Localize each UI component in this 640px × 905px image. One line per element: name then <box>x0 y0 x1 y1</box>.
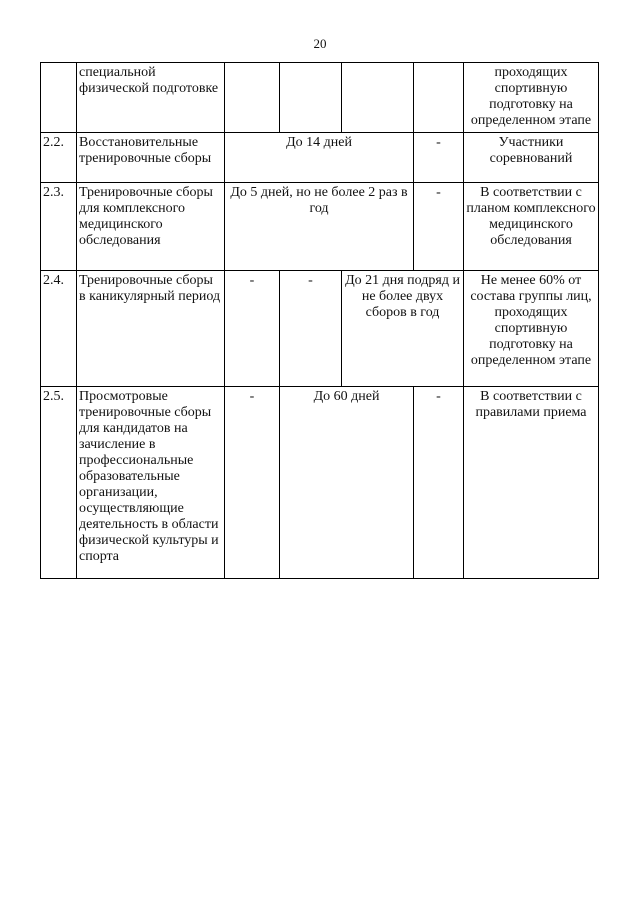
training-camps-table <box>40 62 599 579</box>
row-name: специальной физической подготовке <box>77 63 225 133</box>
row-number: 2.5. <box>41 387 77 579</box>
empty-cell <box>342 63 414 133</box>
row-number: 2.4. <box>41 271 77 387</box>
row-duration: До 60 дней <box>280 387 414 579</box>
row-note: В соответствии с правилами приема <box>464 387 599 579</box>
row-duration: До 21 дня подряд и не более двух сборов в год <box>342 271 464 387</box>
row-dash: - <box>414 133 464 183</box>
row-name: Тренировочные сборы для комплексного медицинского обследования <box>77 183 225 271</box>
row-dash: - <box>280 271 342 387</box>
page-number: 20 <box>313 36 327 51</box>
empty-cell <box>225 63 280 133</box>
table-row <box>41 183 599 271</box>
row-note: Участники соревнований <box>464 133 599 183</box>
row-name: Восстановительные тренировочные сборы <box>77 133 225 183</box>
row-name: Просмотровые тренировочные сборы для кандидатов на зачисление в профессиональные образовательные организации, осуществляющие деятельность в области физической культуры и спорта <box>77 387 225 579</box>
table-row <box>41 133 599 183</box>
table-row <box>41 387 599 579</box>
row-dash: - <box>225 271 280 387</box>
row-duration: До 14 дней <box>225 133 414 183</box>
row-note: В соответствии с планом комплексного медицинского обследования <box>464 183 599 271</box>
row-name: Тренировочные сборы в каникулярный период <box>77 271 225 387</box>
row-note: Не менее 60% от состава группы лиц, проходящих спортивную подготовку на определенном этапе <box>464 271 599 387</box>
table-row <box>41 63 599 133</box>
row-note: проходящих спортивную подготовку на определенном этапе <box>464 63 599 133</box>
empty-cell <box>280 63 342 133</box>
row-dash: - <box>414 387 464 579</box>
row-duration: До 5 дней, но не более 2 раз в год <box>225 183 414 271</box>
row-dash: - <box>225 387 280 579</box>
row-dash: - <box>414 183 464 271</box>
row-number: 2.2. <box>41 133 77 183</box>
table-row <box>41 271 599 387</box>
empty-cell <box>414 63 464 133</box>
row-number <box>41 63 77 133</box>
row-number: 2.3. <box>41 183 77 271</box>
